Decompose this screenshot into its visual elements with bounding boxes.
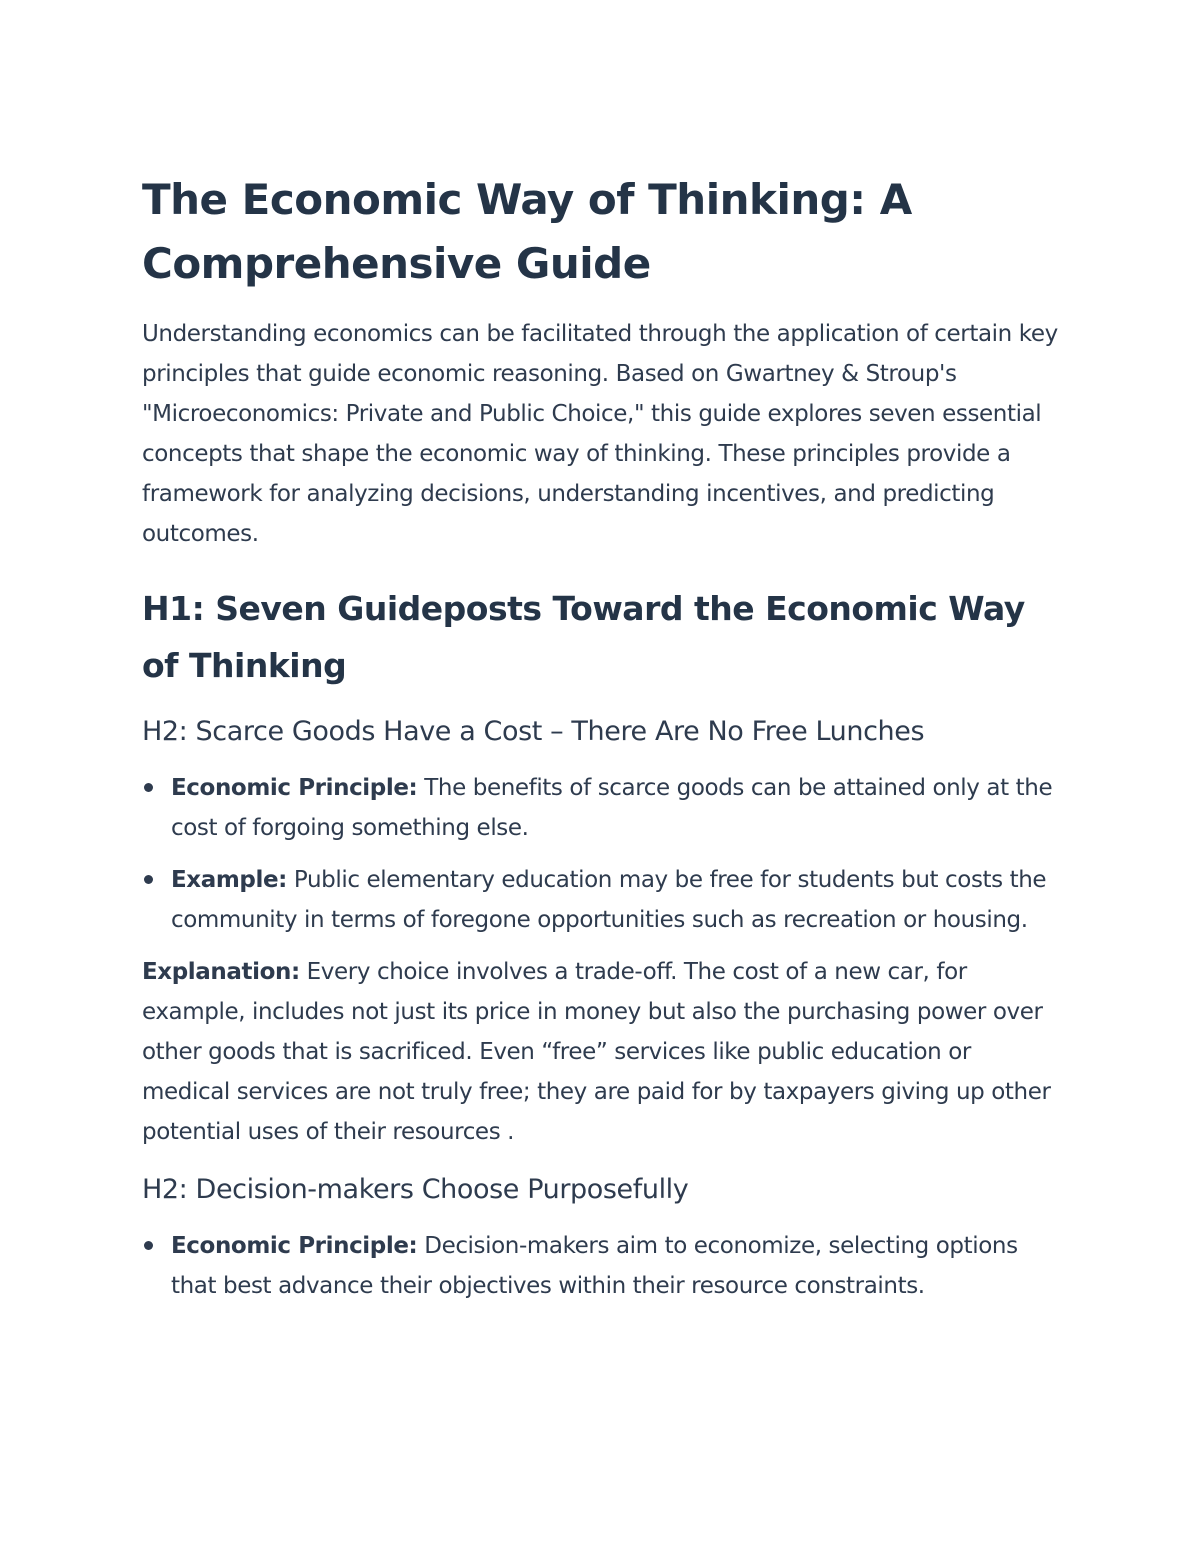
- list-item: [142, 768, 1062, 848]
- explanation-text: Every choice involves a trade-off. The cost of a new car, for example, includes not just its price in money but also the purchasing power over other goods that is sacrificed. Even “free” services like public education or medical services are not truly free; they are paid for by taxpayers giving up other potential uses of their resources .: [142, 959, 1051, 1145]
- explanation-label: Explanation:: [142, 959, 300, 985]
- list-item: [142, 1226, 1062, 1306]
- bullet-text: Decision-makers aim to economize, selecting options that best advance their objectives within their resource constraints.: [171, 1233, 1018, 1299]
- list-item: [142, 860, 1062, 940]
- subsection-heading-decision-makers: H2: Decision-makers Choose Purposefully: [142, 1174, 689, 1205]
- section-heading-guideposts: H1: Seven Guideposts Toward the Economic Way of Thinking: [142, 589, 1025, 685]
- document-page: [142, 168, 1062, 1318]
- bullet-label: Example:: [171, 867, 287, 893]
- bullet-text: Public elementary education may be free for students but costs the community in terms of foregone opportunities such as recreation or housing.: [171, 867, 1047, 933]
- bullet-dot-icon: [144, 875, 153, 884]
- explanation-paragraph: [142, 952, 1062, 1152]
- bullet-label: Economic Principle:: [171, 775, 418, 801]
- bullet-list-decision-makers: [142, 1226, 1062, 1306]
- bullet-dot-icon: [144, 783, 153, 792]
- bullet-text: The benefits of scarce goods can be attained only at the cost of forgoing something else.: [171, 775, 1053, 841]
- subsection-heading-scarce-goods: H2: Scarce Goods Have a Cost – There Are No Free Lunches: [142, 716, 925, 747]
- bullet-label: Economic Principle:: [171, 1233, 418, 1259]
- bullet-dot-icon: [144, 1241, 153, 1250]
- bullet-list-scarce-goods: [142, 768, 1062, 940]
- document-title: The Economic Way of Thinking: A Comprehensive Guide: [142, 175, 912, 288]
- intro-paragraph: Understanding economics can be facilitated through the application of certain key principles that guide economic reasoning. Based on Gwartney & Stroup's "Microeconomics: Private and Public Choice," this guide explores seven essential concepts that shape the economic way of thinking. These principles provide a framework for analyzing decisions, understanding incentives, and predicting outcomes.: [142, 321, 1058, 547]
